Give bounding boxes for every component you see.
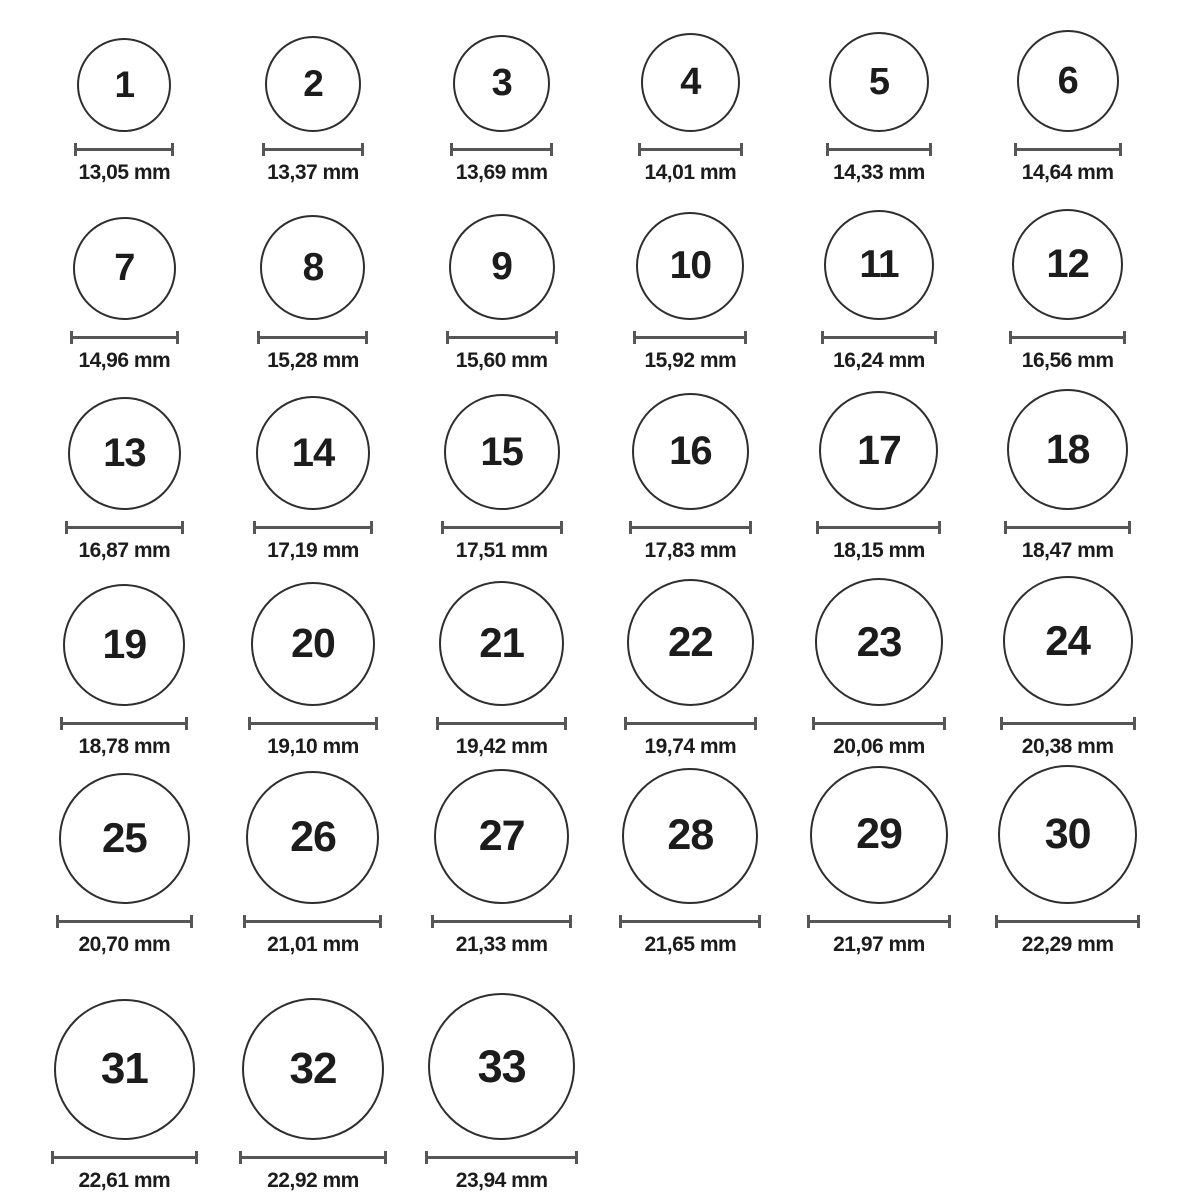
ring-size-item xyxy=(219,582,408,766)
diameter-line xyxy=(65,521,184,534)
size-number: 5 xyxy=(868,60,890,103)
size-circle xyxy=(73,217,176,320)
size-circle xyxy=(829,32,929,132)
size-circle xyxy=(819,391,938,510)
diameter-bar xyxy=(810,920,948,923)
ring-size-item xyxy=(407,769,596,964)
diameter-label: 15,60 mm xyxy=(455,348,548,372)
ring-size-item xyxy=(596,33,785,192)
size-circle xyxy=(77,38,171,132)
size-circle xyxy=(260,215,365,320)
ring-size-item xyxy=(407,993,596,1200)
diameter-tick-right xyxy=(379,915,382,928)
size-circle xyxy=(632,393,749,510)
diameter-label: 21,97 mm xyxy=(833,932,925,956)
diameter-line xyxy=(431,915,572,928)
size-number: 17 xyxy=(857,426,901,473)
diameter-line xyxy=(248,717,378,730)
diameter-line xyxy=(425,1151,578,1164)
ring-size-item xyxy=(407,35,596,192)
diameter-label: 21,33 mm xyxy=(455,932,548,956)
diameter-label: 20,06 mm xyxy=(833,734,925,758)
size-circle xyxy=(242,998,384,1140)
diameter-bar xyxy=(73,336,176,339)
size-circle xyxy=(998,765,1137,904)
size-number: 19 xyxy=(102,621,147,668)
diameter-line xyxy=(1014,143,1122,156)
size-number: 18 xyxy=(1045,425,1090,472)
size-number: 20 xyxy=(291,620,335,667)
diameter-label: 17,51 mm xyxy=(455,538,548,562)
diameter-bar xyxy=(622,920,758,923)
diameter-bar xyxy=(1003,722,1133,725)
diameter-tick-right xyxy=(550,143,553,156)
diameter-label: 23,94 mm xyxy=(455,1168,548,1192)
diameter-tick-right xyxy=(564,717,567,730)
size-number: 12 xyxy=(1046,242,1089,287)
size-number: 22 xyxy=(667,618,713,666)
ring-size-item xyxy=(596,393,785,570)
size-number: 26 xyxy=(290,812,336,861)
diameter-tick-right xyxy=(569,915,572,928)
ring-size-item xyxy=(785,766,974,964)
size-circle xyxy=(453,35,550,132)
diameter-tick-right xyxy=(560,521,563,534)
diameter-label: 13,37 mm xyxy=(267,160,359,184)
size-number: 4 xyxy=(680,61,701,104)
diameter-bar xyxy=(246,920,379,923)
diameter-label: 16,56 mm xyxy=(1021,348,1114,372)
ring-size-item xyxy=(407,581,596,766)
diameter-line xyxy=(60,717,188,730)
ring-size-item xyxy=(30,397,219,570)
ring-size-item xyxy=(219,36,408,192)
size-number: 1 xyxy=(114,64,135,106)
size-circle xyxy=(54,999,195,1140)
size-number: 30 xyxy=(1044,809,1091,858)
diameter-bar xyxy=(449,336,555,339)
diameter-label: 18,15 mm xyxy=(833,538,925,562)
diameter-label: 22,61 mm xyxy=(78,1168,171,1192)
diameter-label: 13,05 mm xyxy=(78,160,171,184)
diameter-line xyxy=(446,331,558,344)
diameter-line xyxy=(257,331,368,344)
size-circle xyxy=(1017,30,1119,132)
diameter-bar xyxy=(998,920,1137,923)
ring-size-item xyxy=(30,38,219,192)
ring-size-item xyxy=(785,391,974,570)
size-circle xyxy=(641,33,740,132)
ring-size-item xyxy=(219,998,408,1200)
diameter-tick-right xyxy=(1119,143,1122,156)
diameter-bar xyxy=(63,722,185,725)
size-number: 16 xyxy=(669,429,712,474)
diameter-bar xyxy=(627,722,754,725)
diameter-tick-right xyxy=(181,521,184,534)
size-circle xyxy=(1012,209,1123,320)
diameter-tick-right xyxy=(1137,915,1140,928)
diameter-tick-right xyxy=(943,717,946,730)
diameter-line xyxy=(253,521,373,534)
ring-size-item xyxy=(973,209,1162,380)
size-number: 31 xyxy=(100,1044,148,1094)
diameter-label: 20,70 mm xyxy=(78,932,171,956)
ring-size-item xyxy=(785,32,974,192)
diameter-line xyxy=(70,331,179,344)
diameter-line xyxy=(812,717,946,730)
ring-size-item xyxy=(973,30,1162,192)
size-number: 6 xyxy=(1057,59,1078,102)
diameter-label: 14,96 mm xyxy=(78,348,171,372)
diameter-label: 17,19 mm xyxy=(267,538,359,562)
diameter-bar xyxy=(59,920,190,923)
diameter-tick-right xyxy=(749,521,752,534)
diameter-bar xyxy=(1007,526,1128,529)
diameter-tick-right xyxy=(190,915,193,928)
size-number: 23 xyxy=(856,617,902,665)
diameter-tick-right xyxy=(938,521,941,534)
diameter-bar xyxy=(1017,148,1119,151)
diameter-tick-right xyxy=(384,1151,387,1164)
size-circle xyxy=(63,584,185,706)
diameter-line xyxy=(995,915,1140,928)
diameter-bar xyxy=(242,1156,384,1159)
diameter-line xyxy=(56,915,193,928)
ring-size-item xyxy=(219,215,408,380)
diameter-line xyxy=(1004,521,1131,534)
ring-size-item xyxy=(407,214,596,380)
diameter-bar xyxy=(251,722,375,725)
diameter-tick-right xyxy=(361,143,364,156)
diameter-bar xyxy=(444,526,560,529)
size-circle xyxy=(256,396,370,510)
diameter-tick-right xyxy=(754,717,757,730)
diameter-line xyxy=(436,717,567,730)
size-circle xyxy=(824,210,934,320)
diameter-line xyxy=(807,915,951,928)
size-circle xyxy=(439,581,564,706)
ring-size-item xyxy=(407,394,596,570)
ring-size-item xyxy=(30,584,219,766)
diameter-bar xyxy=(68,526,181,529)
diameter-tick-right xyxy=(176,331,179,344)
diameter-label: 21,65 mm xyxy=(644,932,737,956)
ring-size-item xyxy=(973,389,1162,570)
diameter-line xyxy=(821,331,937,344)
diameter-label: 19,42 mm xyxy=(455,734,548,758)
diameter-bar xyxy=(824,336,934,339)
size-number: 29 xyxy=(856,810,902,859)
diameter-tick-right xyxy=(1123,331,1126,344)
size-number: 9 xyxy=(491,245,512,289)
diameter-bar xyxy=(819,526,938,529)
diameter-label: 16,87 mm xyxy=(78,538,171,562)
diameter-label: 15,92 mm xyxy=(644,348,737,372)
size-number: 33 xyxy=(477,1040,526,1092)
diameter-tick-right xyxy=(555,331,558,344)
diameter-tick-right xyxy=(934,331,937,344)
diameter-bar xyxy=(815,722,943,725)
diameter-tick-right xyxy=(365,331,368,344)
ring-size-item xyxy=(973,765,1162,964)
diameter-label: 14,33 mm xyxy=(833,160,925,184)
diameter-bar xyxy=(632,526,749,529)
size-circle xyxy=(636,212,744,320)
diameter-tick-right xyxy=(948,915,951,928)
diameter-line xyxy=(633,331,747,344)
diameter-tick-right xyxy=(744,331,747,344)
size-circle xyxy=(428,993,575,1140)
size-circle xyxy=(627,579,754,706)
diameter-label: 18,78 mm xyxy=(78,734,171,758)
diameter-label: 19,10 mm xyxy=(267,734,359,758)
diameter-tick-right xyxy=(929,143,932,156)
size-number: 11 xyxy=(859,243,899,287)
size-circle xyxy=(1007,389,1128,510)
diameter-tick-right xyxy=(758,915,761,928)
diameter-tick-right xyxy=(195,1151,198,1164)
diameter-bar xyxy=(636,336,744,339)
ring-size-item xyxy=(30,217,219,380)
size-circle xyxy=(251,582,375,706)
diameter-bar xyxy=(256,526,370,529)
size-circle xyxy=(1003,576,1133,706)
diameter-bar xyxy=(428,1156,575,1159)
diameter-label: 13,69 mm xyxy=(455,160,548,184)
ring-size-item xyxy=(785,578,974,766)
diameter-label: 22,92 mm xyxy=(267,1168,359,1192)
diameter-tick-right xyxy=(1133,717,1136,730)
size-number: 28 xyxy=(667,811,714,860)
diameter-tick-right xyxy=(185,717,188,730)
size-number: 8 xyxy=(302,245,324,289)
diameter-tick-right xyxy=(575,1151,578,1164)
diameter-line xyxy=(1000,717,1136,730)
ring-size-item xyxy=(596,212,785,380)
diameter-line xyxy=(239,1151,387,1164)
size-circle xyxy=(265,36,361,132)
diameter-line xyxy=(638,143,743,156)
ring-size-item xyxy=(785,210,974,380)
diameter-tick-right xyxy=(370,521,373,534)
size-circle xyxy=(815,578,943,706)
size-number: 24 xyxy=(1045,616,1091,664)
diameter-line xyxy=(243,915,382,928)
diameter-line xyxy=(619,915,761,928)
diameter-line xyxy=(450,143,553,156)
ring-size-item xyxy=(596,579,785,766)
diameter-label: 14,64 mm xyxy=(1021,160,1114,184)
size-number: 27 xyxy=(478,811,525,860)
ring-size-item xyxy=(30,773,219,964)
diameter-line xyxy=(1009,331,1126,344)
diameter-tick-right xyxy=(740,143,743,156)
ring-size-item xyxy=(219,396,408,570)
diameter-line xyxy=(441,521,563,534)
size-circle xyxy=(810,766,948,904)
size-number: 32 xyxy=(289,1043,337,1093)
diameter-tick-right xyxy=(171,143,174,156)
diameter-bar xyxy=(265,148,361,151)
size-circle xyxy=(622,768,758,904)
diameter-bar xyxy=(1012,336,1123,339)
ring-size-item xyxy=(30,999,219,1200)
diameter-bar xyxy=(260,336,365,339)
size-circle xyxy=(68,397,181,510)
ring-size-item xyxy=(973,576,1162,766)
size-number: 25 xyxy=(101,814,147,862)
size-circle xyxy=(449,214,555,320)
size-number: 21 xyxy=(479,619,525,667)
diameter-bar xyxy=(439,722,564,725)
diameter-line xyxy=(629,521,752,534)
size-circle xyxy=(444,394,560,510)
diameter-bar xyxy=(453,148,550,151)
size-circle xyxy=(59,773,190,904)
size-number: 15 xyxy=(480,429,523,474)
diameter-tick-right xyxy=(1128,521,1131,534)
size-circle xyxy=(246,771,379,904)
size-number: 10 xyxy=(669,244,712,288)
size-number: 14 xyxy=(291,430,335,475)
diameter-line xyxy=(74,143,174,156)
diameter-label: 14,01 mm xyxy=(644,160,737,184)
diameter-line xyxy=(51,1151,198,1164)
diameter-bar xyxy=(829,148,929,151)
ring-size-item xyxy=(596,768,785,964)
diameter-label: 15,28 mm xyxy=(267,348,359,372)
diameter-label: 21,01 mm xyxy=(267,932,359,956)
diameter-bar xyxy=(77,148,171,151)
size-number: 13 xyxy=(103,431,146,476)
diameter-label: 20,38 mm xyxy=(1021,734,1114,758)
diameter-label: 22,29 mm xyxy=(1021,932,1114,956)
diameter-line xyxy=(624,717,757,730)
ring-size-item xyxy=(219,771,408,964)
diameter-bar xyxy=(434,920,569,923)
size-number: 3 xyxy=(491,62,512,105)
diameter-line xyxy=(262,143,364,156)
size-number: 7 xyxy=(114,247,135,290)
diameter-line xyxy=(816,521,941,534)
diameter-line xyxy=(826,143,932,156)
diameter-bar xyxy=(54,1156,195,1159)
diameter-label: 19,74 mm xyxy=(644,734,737,758)
size-circle xyxy=(434,769,569,904)
ring-size-grid xyxy=(30,0,1162,1200)
diameter-bar xyxy=(641,148,740,151)
diameter-label: 16,24 mm xyxy=(833,348,925,372)
diameter-label: 17,83 mm xyxy=(644,538,737,562)
diameter-tick-right xyxy=(375,717,378,730)
size-number: 2 xyxy=(303,63,323,105)
diameter-label: 18,47 mm xyxy=(1021,538,1114,562)
